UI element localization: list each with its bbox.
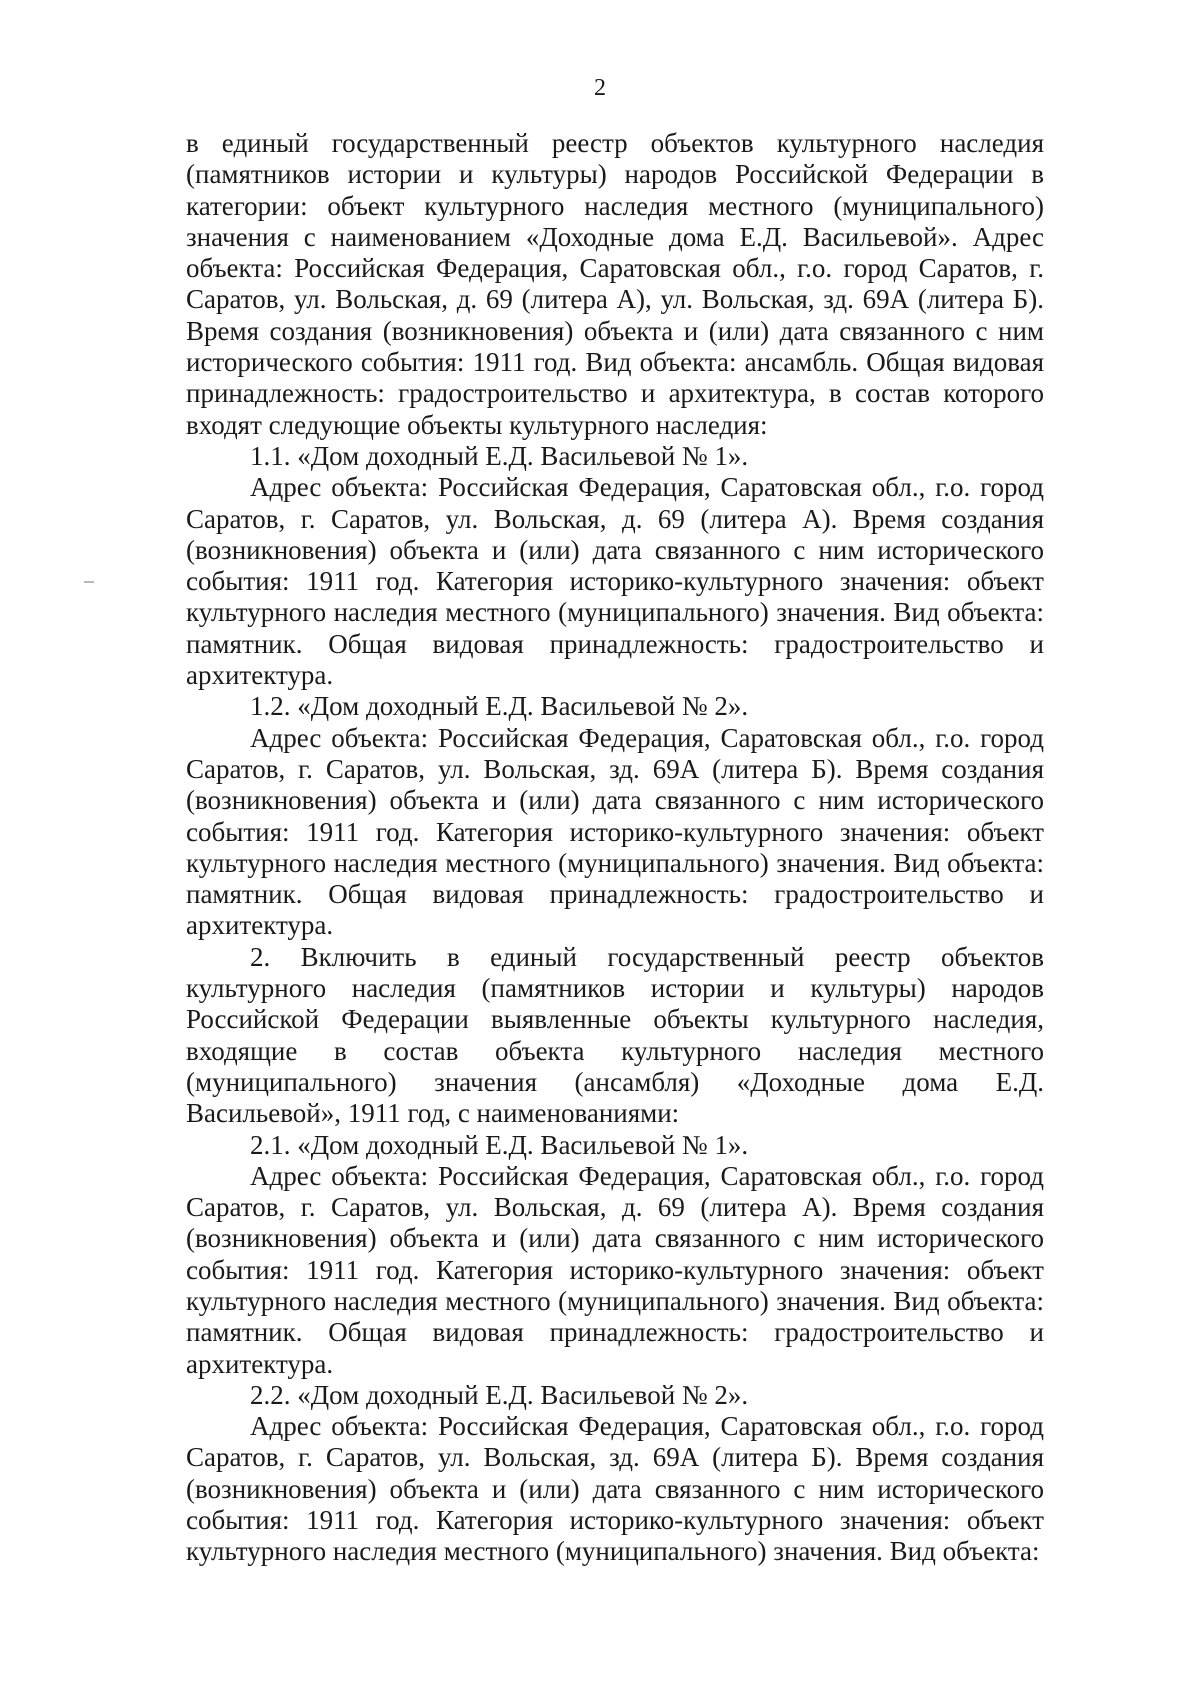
page-number: 2 bbox=[594, 75, 606, 101]
item-title-1-1: 1.1. «Дом доходный Е.Д. Васильевой № 1». bbox=[250, 440, 749, 471]
paragraph-continuation: в единый государственный реестр объектов культурного наследия (памятников истории и культуры) народов Российской Федерации в категории: объект культурного наследия местного (муниципального) значения с наименованием «Доходные дома Е.Д. Васильевой». Адрес объекта: Российская Федерация, Саратовская обл., г.о. город Саратов, г. Саратов, ул. Вольская, д. 69 (литера А), ул. Вольская, зд. 69А (литера Б). Время создания (возникновения) объекта и (или) дата связанного с ним исторического события: 1911 год. Вид объекта: ансамбль. Общая видовая принадлежность: градостроительство и архитектура, в состав которого входят следующие объекты культурного наследия: bbox=[186, 128, 1044, 440]
item-title-1-2: 1.2. «Дом доходный Е.Д. Васильевой № 2». bbox=[250, 691, 749, 722]
paragraph-address-2-2: Адрес объекта: Российская Федерация, Саратовская обл., г.о. город Саратов, г. Саратов, ул. Вольская, зд. 69А (литера Б). Время создания (возникновения) объекта и (или) дата связанного с ним исторического события: 1911 год. Категория историко-культурного значения: объект культурного наследия местного (муниципального) значения. Вид объекта: bbox=[186, 1411, 1044, 1567]
paragraph-item-2: 2. Включить в единый государственный реестр объектов культурного наследия (памятников истории и культуры) народов Российской Федерации выявленные объекты культурного наследия, входящие в состав объекта культурного наследия местного (муниципального) значения (ансамбля) «Доходные дома Е.Д. Васильевой», 1911 год, с наименованиями: bbox=[186, 941, 1044, 1129]
item-title-2-2: 2.2. «Дом доходный Е.Д. Васильевой № 2». bbox=[250, 1379, 749, 1410]
document-body bbox=[186, 128, 1044, 1568]
paragraph-address-2-1: Адрес объекта: Российская Федерация, Саратовская обл., г.о. город Саратов, г. Саратов, ул. Вольская, д. 69 (литера А). Время создания (возникновения) объекта и (или) дата связанного с ним исторического события: 1911 год. Категория историко-культурного значения: объект культурного наследия местного (муниципального) значения. Вид объекта: памятник. Общая видовая принадлежность: градостроительство и архитектура. bbox=[186, 1160, 1044, 1379]
paragraph-address-1-1: Адрес объекта: Российская Федерация, Саратовская обл., г.о. город Саратов, г. Саратов, ул. Вольская, д. 69 (литера А). Время создания (возникновения) объекта и (или) дата связанного с ним исторического события: 1911 год. Категория историко-культурного значения: объект культурного наследия местного (муниципального) значения. Вид объекта: памятник. Общая видовая принадлежность: градостроительство и архитектура. bbox=[186, 472, 1044, 691]
item-title-2-1: 2.1. «Дом доходный Е.Д. Васильевой № 1». bbox=[250, 1129, 749, 1160]
scan-speck bbox=[84, 581, 94, 583]
paragraph-address-1-2: Адрес объекта: Российская Федерация, Саратовская обл., г.о. город Саратов, г. Саратов, ул. Вольская, зд. 69А (литера Б). Время создания (возникновения) объекта и (или) дата связанного с ним исторического события: 1911 год. Категория историко-культурного значения: объект культурного наследия местного (муниципального) значения. Вид объекта: памятник. Общая видовая принадлежность: градостроительство и архитектура. bbox=[186, 722, 1044, 941]
